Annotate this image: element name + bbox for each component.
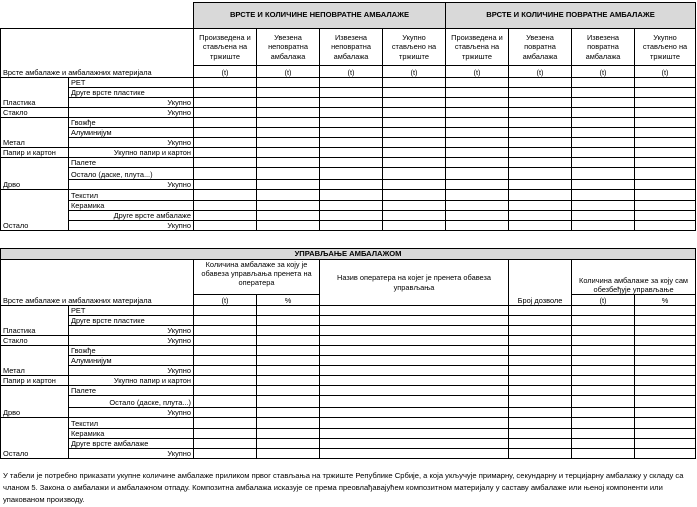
row-iron: Гвожђе [69,346,194,356]
col-self-managed: Количина амбалаже за коју сам обезбеђује управљање [572,260,696,295]
category-metal: Метал [1,118,69,148]
unit-label: (t) [572,66,635,78]
row-total: Укупно [69,336,194,346]
row-pallets: Палете [69,386,194,396]
col-operator-name: Назив оператера на којег је пренета обавеза управљања [320,260,509,306]
row-pet: PET [69,78,194,88]
unit-percent: % [257,295,320,306]
row-other-wood: Остало (даске, плута...) [69,168,194,180]
row-total: Укупно [69,366,194,376]
col-total-ret: Укупно стављено на тржиште [635,29,696,66]
unit-label: (t) [509,66,572,78]
row-paper-total: Укупно папир и картон [69,376,194,386]
category-plastic: Пластика [1,78,69,108]
unit-label: (t) [383,66,446,78]
row-other-packaging: Друге врсте амбалаже [69,211,194,221]
unit-label: (t) [194,66,257,78]
row-pet: PET [69,306,194,316]
unit-label: (t) [446,66,509,78]
row-total: Укупно [69,180,194,190]
management-title: УПРАВЉАЊЕ АМБАЛАЖОМ [1,249,696,260]
row-other-wood: Остало (даске, плута...) [69,396,194,408]
row-ceramics: Керамика [69,429,194,439]
category-wood: Дрво [1,158,69,190]
row-aluminium: Алуминијум [69,128,194,138]
col-imported: Увезена неповратна амбалажа [257,29,320,66]
row-other-plastic: Друге врсте пластике [69,316,194,326]
category-other: Остало [1,190,69,231]
row-total: Укупно [69,221,194,231]
category-paper: Папир и картон [1,148,69,158]
row-paper-total: Укупно папир и картон [69,148,194,158]
category-glass: Стакло [1,108,69,118]
unit-label: (t) [320,66,383,78]
row-other-packaging: Друге врсте амбалаже [69,439,194,449]
col-produced: Произведена и стављена на тржиште [194,29,257,66]
row-other-plastic: Друге врсте пластике [69,88,194,98]
unit-label: (t) [194,295,257,306]
category-wood: Дрво [1,386,69,418]
material-type-header: Врсте амбалаже и амбалажних материјала [1,260,194,306]
row-total: Укупно [69,108,194,118]
unit-label: (t) [635,66,696,78]
nonreturnable-header: ВРСТЕ И КОЛИЧИНЕ НЕПОВРАТНЕ АМБАЛАЖЕ [194,3,446,29]
col-total: Укупно стављено на тржиште [383,29,446,66]
col-exported-ret: Извезена повратна амбалажа [572,29,635,66]
row-total: Укупно [69,98,194,108]
row-iron: Гвожђе [69,118,194,128]
row-total: Укупно [69,326,194,336]
category-plastic: Пластика [1,306,69,336]
category-metal: Метал [1,346,69,376]
col-exported: Извезена неповратна амбалажа [320,29,383,66]
category-glass: Стакло [1,336,69,346]
unit-percent: % [635,295,696,306]
col-permit-number: Број дозволе [509,260,572,306]
row-ceramics: Керамика [69,201,194,211]
packaging-management-table [0,248,696,459]
row-textile: Текстил [69,190,194,201]
row-aluminium: Алуминијум [69,356,194,366]
row-total: Укупно [69,408,194,418]
packaging-quantities-table [0,2,696,231]
col-imported-ret: Увезена повратна амбалажа [509,29,572,66]
col-transferred: Количина амбалаже за коју је обавеза управљања пренета на оператера [194,260,320,295]
row-total: Укупно [69,138,194,148]
returnable-header: ВРСТЕ И КОЛИЧИНЕ ПОВРАТНЕ АМБАЛАЖЕ [446,3,696,29]
material-type-header: Врсте амбалаже и амбалажних материјала [1,29,194,78]
col-produced-ret: Произведена и стављена на тржиште [446,29,509,66]
category-paper: Папир и картон [1,376,69,386]
category-other: Остало [1,418,69,459]
unit-label: (t) [572,295,635,306]
row-textile: Текстил [69,418,194,429]
row-pallets: Палете [69,158,194,168]
unit-label: (t) [257,66,320,78]
row-total: Укупно [69,449,194,459]
footnote: У табели је потребно приказати укупне количине амбалаже приликом првог стављања на тржиште Републике Србије, а која укључује примарну, секундарну и терцијарну амбалажу у складу са чланом 5. Закона о амбалажи и амбалажном отпаду. Композитна амбалажа исказује се према преовлађавајућем композитном материјалу у саставу амбалаже или њеној компоненти или упакованом производу. [3,471,684,504]
